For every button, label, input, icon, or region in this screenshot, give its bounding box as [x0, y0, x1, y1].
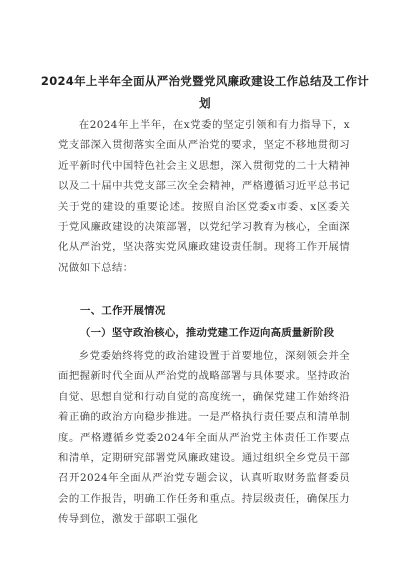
section-body-paragraph: 乡党委始终将党的政治建设置于首要地位，深刻领会并全面把握新时代全面从严治党的战略部署与具体要求。坚持政治自觉、思想自觉和行动自觉的高度统一，确保党建工作始终沿着正确的政治方向稳步推进。一是严格执行责任要点和清单制度。严格遵循乡党委2024年全面从严治党主体责任工作要点和清单，定期研究部署党风廉政建设。通过组织全乡党员干部召开2024年全面从严治党专题会议，认真听取财务监督委员会的工作报告，明确工作任务和重点。持层级责任，确保压力传导到位，激发于部职工强化 — [58, 350, 350, 526]
subsection-heading: （一）坚守政治核心，推动党建工作迈向高质量新阶段 — [80, 327, 335, 339]
document-title: 2024年上半年全面从严治党暨党风廉政建设工作总结及工作计划 — [40, 74, 370, 110]
intro-paragraph: 在2024年上半年，在x党委的坚定引领和有力指导下，x党支部深入贯彻落实全面从严治党的要求，坚定不移地贯彻习近平新时代中国特色社会主义思想，深入贯彻党的二十大精神以及二十届中共党支部三次全会精神，严格遵循习近平总书记关于党的建设的重要论述。按照自治区党委x市委、x区委关于党风廉政建设的决策部署，以党纪学习教育为核心，全面深化从严治党，坚决落实党风廉政建设责任制。现将工作开展情况做如下总结： — [58, 119, 350, 274]
section-heading: 一、工作开展情况 — [80, 305, 166, 317]
